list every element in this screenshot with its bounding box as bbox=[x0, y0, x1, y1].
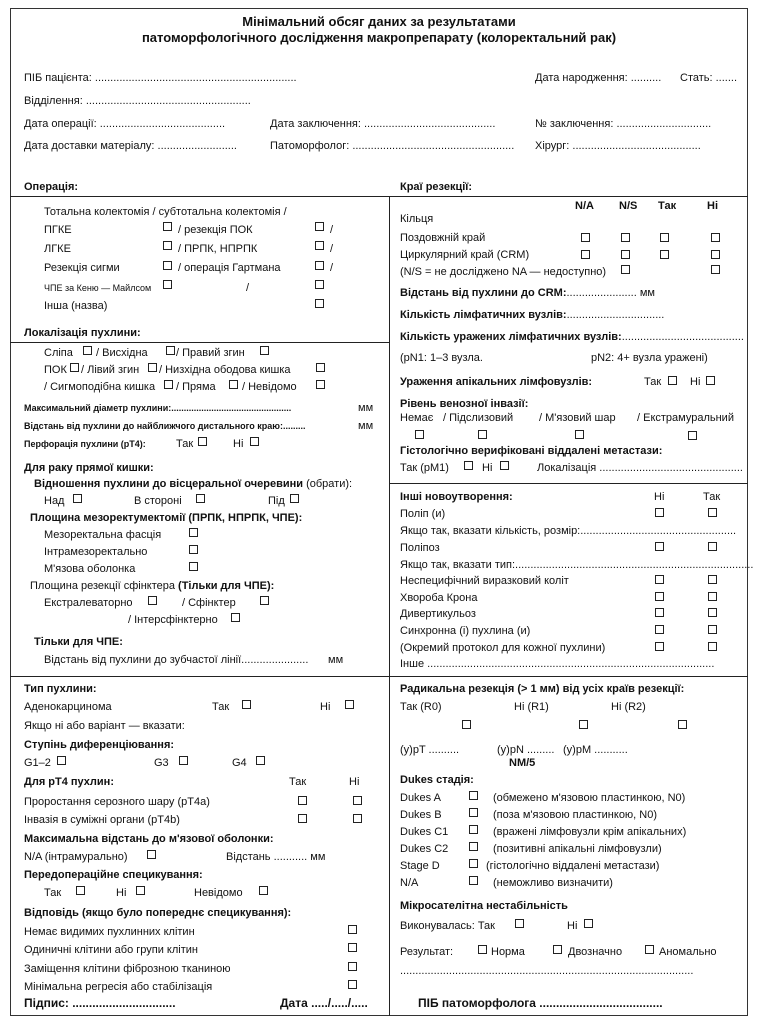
operation-line1: Тотальна колектомія / субтотальна колектомія / bbox=[44, 206, 287, 218]
checkbox[interactable] bbox=[708, 608, 717, 617]
checkbox[interactable] bbox=[655, 508, 664, 517]
checkbox[interactable] bbox=[621, 250, 630, 259]
result-label: Результат: bbox=[400, 946, 454, 958]
checkbox[interactable] bbox=[579, 720, 588, 729]
sphincter-option: / Інтерсфінктерно bbox=[128, 614, 218, 626]
yes-label: Так bbox=[212, 701, 230, 713]
no-label: Ні bbox=[116, 887, 127, 899]
loc-label: / Висхідна bbox=[96, 347, 148, 359]
checkbox[interactable] bbox=[315, 299, 324, 308]
variant-field[interactable]: Якщо ні або варіант — вказати: bbox=[24, 720, 185, 732]
dukes-option: Dukes C2 bbox=[400, 843, 449, 855]
neoplasm-option: Неспецифічний виразковий коліт bbox=[400, 575, 569, 587]
neoplasm-note: (Окремий протокол для кожної пухлини) bbox=[400, 642, 606, 654]
plane-option: Інтрамезоректально bbox=[44, 546, 148, 558]
divider bbox=[10, 676, 389, 677]
checkbox[interactable] bbox=[553, 945, 562, 954]
dentate-distance-field[interactable]: Відстань від пухлини до зубчастої лінії...................... bbox=[44, 654, 309, 666]
checkbox[interactable] bbox=[229, 380, 238, 389]
loc-label: / Пряма bbox=[176, 381, 216, 393]
checkbox[interactable] bbox=[315, 222, 324, 231]
checkbox[interactable] bbox=[415, 430, 424, 439]
signature-field[interactable]: Підпис: ............................... bbox=[24, 996, 176, 1010]
checkbox[interactable] bbox=[711, 233, 720, 242]
dukes-option: Dukes A bbox=[400, 792, 441, 804]
checkbox[interactable] bbox=[584, 919, 593, 928]
loc-label: / Невідомо bbox=[242, 381, 297, 393]
no-label: Ні bbox=[654, 491, 665, 503]
divider bbox=[389, 676, 748, 677]
dukes-option: N/A bbox=[400, 877, 419, 889]
metastases-heading: Гістологічно верифіковані віддалені метастази: bbox=[400, 445, 663, 457]
checkbox[interactable] bbox=[259, 886, 268, 895]
neoplasm-option: Хвороба Крона bbox=[400, 592, 478, 604]
col-header: Так bbox=[658, 200, 677, 212]
r-option: Ні (R2) bbox=[611, 701, 646, 713]
checkbox[interactable] bbox=[711, 265, 720, 274]
checkbox[interactable] bbox=[250, 437, 259, 446]
sphincter-option: / Сфінктер bbox=[182, 597, 236, 609]
conclusion-date-field[interactable]: Дата заключення: ........................................... bbox=[270, 118, 496, 130]
no-label: Ні bbox=[320, 701, 331, 713]
ypt-field[interactable]: (y)pT .......... bbox=[400, 744, 460, 756]
yes-label: Так bbox=[644, 376, 662, 388]
loc-label: / Низхідна ободова кишка bbox=[159, 364, 291, 376]
checkbox[interactable] bbox=[315, 241, 324, 250]
checkbox[interactable] bbox=[660, 233, 669, 242]
col-header: N/A bbox=[575, 200, 594, 212]
checkbox[interactable] bbox=[469, 808, 478, 817]
sphincter-label: Площина резекції сфінктера bbox=[30, 580, 175, 592]
op-label: Резекція сигми bbox=[44, 262, 120, 274]
below-label: Під bbox=[268, 495, 285, 507]
checkbox[interactable] bbox=[256, 756, 265, 765]
dukes-option: Stage D bbox=[400, 860, 440, 872]
sphincter-option: Екстралеваторно bbox=[44, 597, 133, 609]
margins-heading: Краї резекції: bbox=[400, 181, 473, 193]
margin-label: Кільця bbox=[400, 213, 434, 225]
relation-hint: (обрати): bbox=[306, 478, 353, 490]
plane-option: Мезоректальна фасція bbox=[44, 529, 162, 541]
rectal-heading: Для раку прямої кишки: bbox=[24, 462, 154, 474]
checkbox[interactable] bbox=[688, 431, 697, 440]
na-label: N/A (інтрамурально) bbox=[24, 851, 128, 863]
result-notes-field[interactable]: ................................................................................................ bbox=[400, 965, 694, 977]
checkbox[interactable] bbox=[166, 346, 175, 355]
checkbox[interactable] bbox=[581, 233, 590, 242]
ypm-field[interactable]: (y)pM ........... bbox=[563, 744, 628, 756]
crm-distance-label: Відстань від пухлини до CRM: bbox=[400, 287, 567, 299]
other-field[interactable]: Інше .............................................................................................. bbox=[400, 658, 715, 670]
response-heading: Відповідь (якщо було попереднє специкування): bbox=[24, 907, 292, 919]
neoplasm-option: Поліп (и) bbox=[400, 508, 446, 520]
ypn-field[interactable]: (y)pN ......... bbox=[497, 744, 555, 756]
dukes-desc: (гістологічно віддалені метастази) bbox=[486, 860, 660, 872]
neoplasm-option: Синхронна (і) пухлина (и) bbox=[400, 625, 531, 637]
checkbox[interactable] bbox=[260, 346, 269, 355]
checkbox[interactable] bbox=[198, 437, 207, 446]
checkbox[interactable] bbox=[462, 720, 471, 729]
checkbox[interactable] bbox=[469, 859, 478, 868]
yes-label: Так bbox=[703, 491, 721, 503]
checkbox[interactable] bbox=[353, 814, 362, 823]
checkbox[interactable] bbox=[469, 842, 478, 851]
checkbox[interactable] bbox=[189, 545, 198, 554]
checkbox[interactable] bbox=[708, 575, 717, 584]
checkbox[interactable] bbox=[348, 943, 357, 952]
checkbox[interactable] bbox=[464, 461, 473, 470]
loc-label: Сліпа bbox=[44, 347, 73, 359]
checkbox[interactable] bbox=[655, 592, 664, 601]
loc-label: / Правий згин bbox=[176, 347, 245, 359]
apical-label: Ураження апікальних лімфовузлів: bbox=[400, 376, 593, 388]
checkbox[interactable] bbox=[164, 380, 173, 389]
radical-heading: Радикальна резекція (> 1 мм) від усіх країв резекції: bbox=[400, 683, 685, 695]
checkbox[interactable] bbox=[298, 796, 307, 805]
grade-option: G1–2 bbox=[24, 757, 51, 769]
sex-field[interactable]: Стать: ....... bbox=[680, 72, 738, 84]
dob-field[interactable]: Дата народження: .......... bbox=[535, 72, 662, 84]
no-label: Ні bbox=[233, 438, 244, 450]
response-option: Одиничні клітини або групи клітин bbox=[24, 944, 198, 956]
conclusion-number-field[interactable]: № заключення: ............................... bbox=[535, 118, 712, 130]
polyposis-type-field[interactable]: Якщо так, вказати тип:.............................................................................. bbox=[400, 559, 754, 571]
localization-field[interactable]: Локалізація ............................................... bbox=[537, 462, 743, 474]
checkbox[interactable] bbox=[655, 575, 664, 584]
distance-field[interactable]: Відстань ........... мм bbox=[226, 851, 326, 863]
checkbox[interactable] bbox=[231, 613, 240, 622]
checkbox[interactable] bbox=[348, 925, 357, 934]
checkbox[interactable] bbox=[708, 508, 717, 517]
col-header: N/S bbox=[619, 200, 638, 212]
pathologist-field[interactable]: Патоморфолог: ..................................................... bbox=[270, 140, 515, 152]
op-label: / резекція ПОК bbox=[178, 224, 253, 236]
checkbox[interactable] bbox=[515, 919, 524, 928]
response-option: Немає видимих пухлинних клітин bbox=[24, 926, 195, 938]
section-divider bbox=[10, 196, 748, 197]
checkbox[interactable] bbox=[196, 494, 205, 503]
pathologist-name-field[interactable]: ПІБ патоморфолога ..................................... bbox=[418, 996, 663, 1010]
plane-option: М'язова оболонка bbox=[44, 563, 136, 575]
pt4b-label: Інвазія в суміжні органи (pT4b) bbox=[24, 814, 180, 826]
checkbox[interactable] bbox=[621, 265, 630, 274]
checkbox[interactable] bbox=[478, 945, 487, 954]
lymph-nodes-label: Кількість лімфатичних вузлів: bbox=[400, 309, 567, 321]
checkbox[interactable] bbox=[316, 380, 325, 389]
checkbox[interactable] bbox=[70, 363, 79, 372]
checkbox[interactable] bbox=[147, 850, 156, 859]
checkbox[interactable] bbox=[163, 261, 172, 270]
checkbox[interactable] bbox=[148, 363, 157, 372]
dukes-desc: (вражені лімфовузли крім апікальних) bbox=[493, 826, 687, 838]
column-divider bbox=[389, 196, 390, 1016]
checkbox[interactable] bbox=[83, 346, 92, 355]
dukes-heading: Dukes стадія: bbox=[400, 774, 474, 786]
checkbox[interactable] bbox=[711, 250, 720, 259]
grade-option: G3 bbox=[154, 757, 169, 769]
relation-label: Відношення пухлини до вісцеральної очеревини bbox=[34, 478, 304, 490]
localization-heading: Локалізація пухлини: bbox=[24, 327, 141, 339]
op-label: ЛГКЕ bbox=[44, 243, 71, 255]
op-label: / bbox=[330, 224, 334, 236]
op-label: Інша (назва) bbox=[44, 300, 108, 312]
checkbox[interactable] bbox=[260, 596, 269, 605]
checkbox[interactable] bbox=[353, 796, 362, 805]
checkbox[interactable] bbox=[189, 562, 198, 571]
pt4-heading: Для pT4 пухлин: bbox=[24, 776, 114, 788]
sphincter-hint: (Тільки для ЧПЕ): bbox=[178, 580, 275, 592]
r-option: Ні (R1) bbox=[514, 701, 549, 713]
yes-label: Так bbox=[289, 776, 307, 788]
checkbox[interactable] bbox=[708, 592, 717, 601]
delivery-date-field[interactable]: Дата доставки матеріалу: .......................... bbox=[24, 140, 237, 152]
cpe-heading: Тільки для ЧПЕ: bbox=[34, 636, 123, 648]
checkbox[interactable] bbox=[621, 233, 630, 242]
pn1-note: (pN1: 1–3 вузла. bbox=[400, 352, 483, 364]
operation-heading: Операція: bbox=[24, 181, 79, 193]
divider bbox=[10, 342, 389, 343]
op-label: / bbox=[246, 282, 250, 294]
venous-heading: Рівень венозної інвазії: bbox=[400, 398, 529, 410]
op-label: / bbox=[330, 243, 334, 255]
checkbox[interactable] bbox=[298, 814, 307, 823]
crm-distance-field[interactable]: ....................... мм bbox=[566, 287, 655, 299]
above-label: Над bbox=[44, 495, 65, 507]
op-label: / bbox=[330, 262, 334, 274]
tumor-type-heading: Тип пухлини: bbox=[24, 683, 97, 695]
loc-label: / Сигмоподібна кишка bbox=[44, 381, 156, 393]
checkbox[interactable] bbox=[655, 642, 664, 651]
neoadjuvant-heading: Передопераційне специкування: bbox=[24, 869, 203, 881]
margin-label: Поздовжній край bbox=[400, 232, 486, 244]
msi-heading: Мікросателітна нестабільність bbox=[400, 900, 568, 912]
op-label: / операція Гартмана bbox=[178, 262, 281, 274]
checkbox[interactable] bbox=[76, 886, 85, 895]
operation-date-field[interactable]: Дата операції: ......................................... bbox=[24, 118, 226, 130]
checkbox[interactable] bbox=[57, 756, 66, 765]
perforation-label: Перфорація пухлини (pT4): bbox=[24, 439, 146, 449]
form-title-line1: Мінімальний обсяг даних за результатами bbox=[242, 14, 516, 29]
op-label: / ПРПК, НПРПК bbox=[178, 243, 258, 255]
side-label: В стороні bbox=[134, 495, 182, 507]
yes-label: Так bbox=[44, 887, 62, 899]
no-label: Ні bbox=[690, 376, 701, 388]
surgeon-field[interactable]: Хірург: .......................................... bbox=[535, 140, 701, 152]
dukes-desc: (позитивні апікальні лімфовузли) bbox=[493, 843, 662, 855]
checkbox[interactable] bbox=[668, 376, 677, 385]
checkbox[interactable] bbox=[163, 241, 172, 250]
checkbox[interactable] bbox=[315, 261, 324, 270]
neoplasm-option: Поліпоз bbox=[400, 542, 440, 554]
checkbox[interactable] bbox=[581, 250, 590, 259]
checkbox[interactable] bbox=[179, 756, 188, 765]
checkbox[interactable] bbox=[189, 528, 198, 537]
grade-option: G4 bbox=[232, 757, 247, 769]
dukes-desc: (поза м'язовою пластинкою, N0) bbox=[493, 809, 658, 821]
checkbox[interactable] bbox=[469, 876, 478, 885]
response-option: Мінімальна регресія або стабілізація bbox=[24, 981, 213, 993]
checkbox[interactable] bbox=[478, 430, 487, 439]
venous-option: / Екстрамуральний bbox=[637, 412, 734, 424]
checkbox[interactable] bbox=[655, 625, 664, 634]
loc-label: / Лівий згин bbox=[81, 364, 140, 376]
checkbox[interactable] bbox=[242, 700, 251, 709]
checkbox[interactable] bbox=[73, 494, 82, 503]
checkbox[interactable] bbox=[469, 825, 478, 834]
checkbox[interactable] bbox=[575, 430, 584, 439]
pt4a-label: Проростання серозного шару (pT4a) bbox=[24, 796, 210, 808]
r-option: Так (R0) bbox=[400, 701, 442, 713]
checkbox[interactable] bbox=[678, 720, 687, 729]
yes-label: Так (pM1) bbox=[400, 462, 449, 474]
checkbox[interactable] bbox=[655, 608, 664, 617]
max-distance-heading: Максимальна відстань до м'язової оболонки: bbox=[24, 833, 274, 845]
department-field[interactable]: Відділення: ...................................................... bbox=[24, 95, 251, 107]
distal-distance-field[interactable]: Відстань від пухлини до найближчого дистального краю:......... bbox=[24, 421, 306, 431]
unknown-label: Невідомо bbox=[194, 887, 243, 899]
op-label: ПГКЕ bbox=[44, 224, 72, 236]
other-neoplasms-heading: Інші новоутворення: bbox=[400, 491, 513, 503]
checkbox[interactable] bbox=[655, 542, 664, 551]
adenocarcinoma-label: Аденокарцинома bbox=[24, 701, 112, 713]
checkbox[interactable] bbox=[316, 363, 325, 372]
grade-heading: Ступінь диференціювання: bbox=[24, 739, 175, 751]
unit-label: мм bbox=[358, 402, 374, 414]
max-diameter-field[interactable]: Максимальний діаметр пухлини:................................................ bbox=[24, 403, 292, 413]
no-label: Ні bbox=[567, 920, 578, 932]
unit-label: мм bbox=[358, 420, 374, 432]
lymph-nodes-field[interactable]: ................................ bbox=[566, 309, 665, 321]
checkbox[interactable] bbox=[163, 222, 172, 231]
checkbox[interactable] bbox=[136, 886, 145, 895]
dukes-desc: (обмежено м'язовою пластинкою, N0) bbox=[493, 792, 686, 804]
margin-note: (N/S = не досліджено NA — недоступно) bbox=[400, 266, 607, 278]
checkbox[interactable] bbox=[708, 542, 717, 551]
result-option: Аномально bbox=[659, 946, 717, 958]
neoplasm-option: Дивертикульоз bbox=[400, 608, 476, 620]
checkbox[interactable] bbox=[315, 280, 324, 289]
patient-name-field[interactable]: ПІБ пацієнта: .................................................................. bbox=[24, 72, 297, 84]
loc-label: ПОК bbox=[44, 364, 67, 376]
response-option: Заміщення клітини фіброзною тканиною bbox=[24, 963, 231, 975]
result-option: Двозначно bbox=[568, 946, 623, 958]
msi-done-label: Виконувалась: Так bbox=[400, 920, 495, 932]
venous-option: Немає bbox=[400, 412, 434, 424]
op-label: ЧПЕ за Кеню — Майлсом bbox=[44, 283, 152, 293]
no-label: Ні bbox=[482, 462, 493, 474]
form-title-line2: патоморфологічного дослідження макропрепарату (колоректальний рак) bbox=[141, 30, 617, 45]
checkbox[interactable] bbox=[708, 625, 717, 634]
no-label: Ні bbox=[349, 776, 360, 788]
divider bbox=[389, 483, 748, 484]
unit-label: мм bbox=[328, 654, 344, 666]
checkbox[interactable] bbox=[708, 642, 717, 651]
plane-heading: Площина мезоректумектомії (ПРПК, НПРПК, ЧПЕ): bbox=[30, 512, 303, 524]
result-option: Норма bbox=[491, 946, 525, 958]
checkbox[interactable] bbox=[645, 945, 654, 954]
dukes-desc: (неможливо визначити) bbox=[493, 877, 613, 889]
venous-option: / Підслизовий bbox=[443, 412, 514, 424]
positive-nodes-field[interactable]: ........................................ bbox=[621, 331, 744, 343]
venous-option: / М'язовий шар bbox=[539, 412, 616, 424]
checkbox[interactable] bbox=[290, 494, 299, 503]
col-header: Ні bbox=[707, 200, 718, 212]
checkbox[interactable] bbox=[706, 376, 715, 385]
checkbox[interactable] bbox=[345, 700, 354, 709]
checkbox[interactable] bbox=[500, 461, 509, 470]
checkbox[interactable] bbox=[163, 280, 172, 289]
checkbox[interactable] bbox=[348, 980, 357, 989]
dukes-option: Dukes B bbox=[400, 809, 442, 821]
margin-label: Циркулярний край (CRM) bbox=[400, 249, 530, 261]
dukes-option: Dukes C1 bbox=[400, 826, 449, 838]
nm5-label: NM/5 bbox=[509, 757, 536, 769]
checkbox[interactable] bbox=[348, 962, 357, 971]
date-field[interactable]: Дата ...../...../..... bbox=[280, 996, 368, 1010]
polyp-size-field[interactable]: Якщо так, вказати кількість, розмір:................................................... bbox=[400, 525, 737, 537]
checkbox[interactable] bbox=[660, 250, 669, 259]
yes-label: Так bbox=[176, 438, 194, 450]
checkbox[interactable] bbox=[469, 791, 478, 800]
positive-nodes-label: Кількість уражених лімфатичних вузлів: bbox=[400, 331, 622, 343]
checkbox[interactable] bbox=[148, 596, 157, 605]
pn2-note: pN2: 4+ вузла уражені) bbox=[591, 352, 708, 364]
